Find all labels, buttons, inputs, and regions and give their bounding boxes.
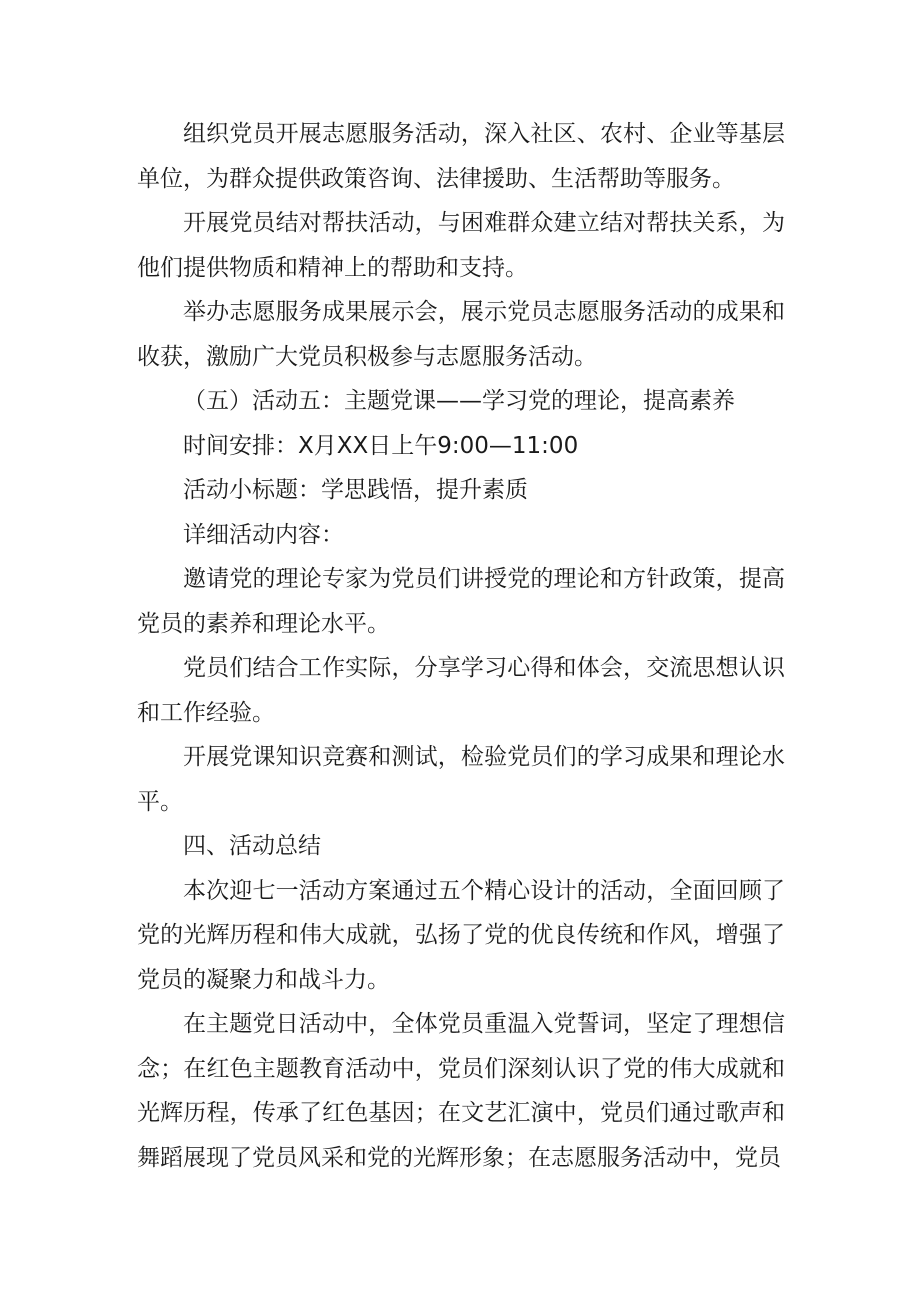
paragraph-expert-lecture: 邀请党的理论专家为党员们讲授党的理论和方针政策，提高党员的素养和理论水平。: [137, 566, 785, 637]
paragraph-detail-label: 详细活动内容：: [183, 521, 344, 548]
paragraph-knowledge-contest: 开展党课知识竞赛和测试，检验党员们的学习成果和理论水平。: [137, 744, 785, 815]
paragraph-time-schedule: 时间安排：X月XX日上午9:00—11:00: [183, 432, 579, 459]
paragraph-experience-sharing: 党员们结合工作实际，分享学习心得和体会，交流思想认识和工作经验。: [137, 655, 785, 726]
heading-activity-five: （五）活动五：主题党课——学习党的理论，提高素养: [183, 388, 735, 414]
paragraph-activity-subtitle: 活动小标题：学思践悟，提升素质: [183, 477, 528, 503]
paragraph-summary-details: 在主题党日活动中，全体党员重温入党誓词，坚定了理想信念；在红色主题教育活动中，党员们深刻认识了党的伟大成就和光辉历程，传承了红色基因；在文艺汇演中，党员们通过歌声和舞蹈展现了党员风采和党的光辉形象；在志愿服务活动中，党员: [137, 1011, 785, 1171]
paragraph-volunteer-service: 组织党员开展志愿服务活动，深入社区、农村、企业等基层单位，为群众提供政策咨询、法律援助、生活帮助等服务。: [137, 121, 785, 192]
paragraph-achievement-exhibition: 举办志愿服务成果展示会，展示党员志愿服务活动的成果和收获，激励广大党员积极参与志愿服务活动。: [137, 299, 785, 370]
paragraph-pairing-assistance: 开展党员结对帮扶活动，与困难群众建立结对帮扶关系，为他们提供物质和精神上的帮助和支持。: [137, 210, 785, 281]
document-body: [137, 112, 785, 1180]
paragraph-summary-overview: 本次迎七一活动方案通过五个精心设计的活动，全面回顾了党的光辉历程和伟大成就，弘扬了党的优良传统和作风，增强了党员的凝聚力和战斗力。: [137, 877, 785, 993]
heading-activity-summary: 四、活动总结: [183, 833, 321, 859]
